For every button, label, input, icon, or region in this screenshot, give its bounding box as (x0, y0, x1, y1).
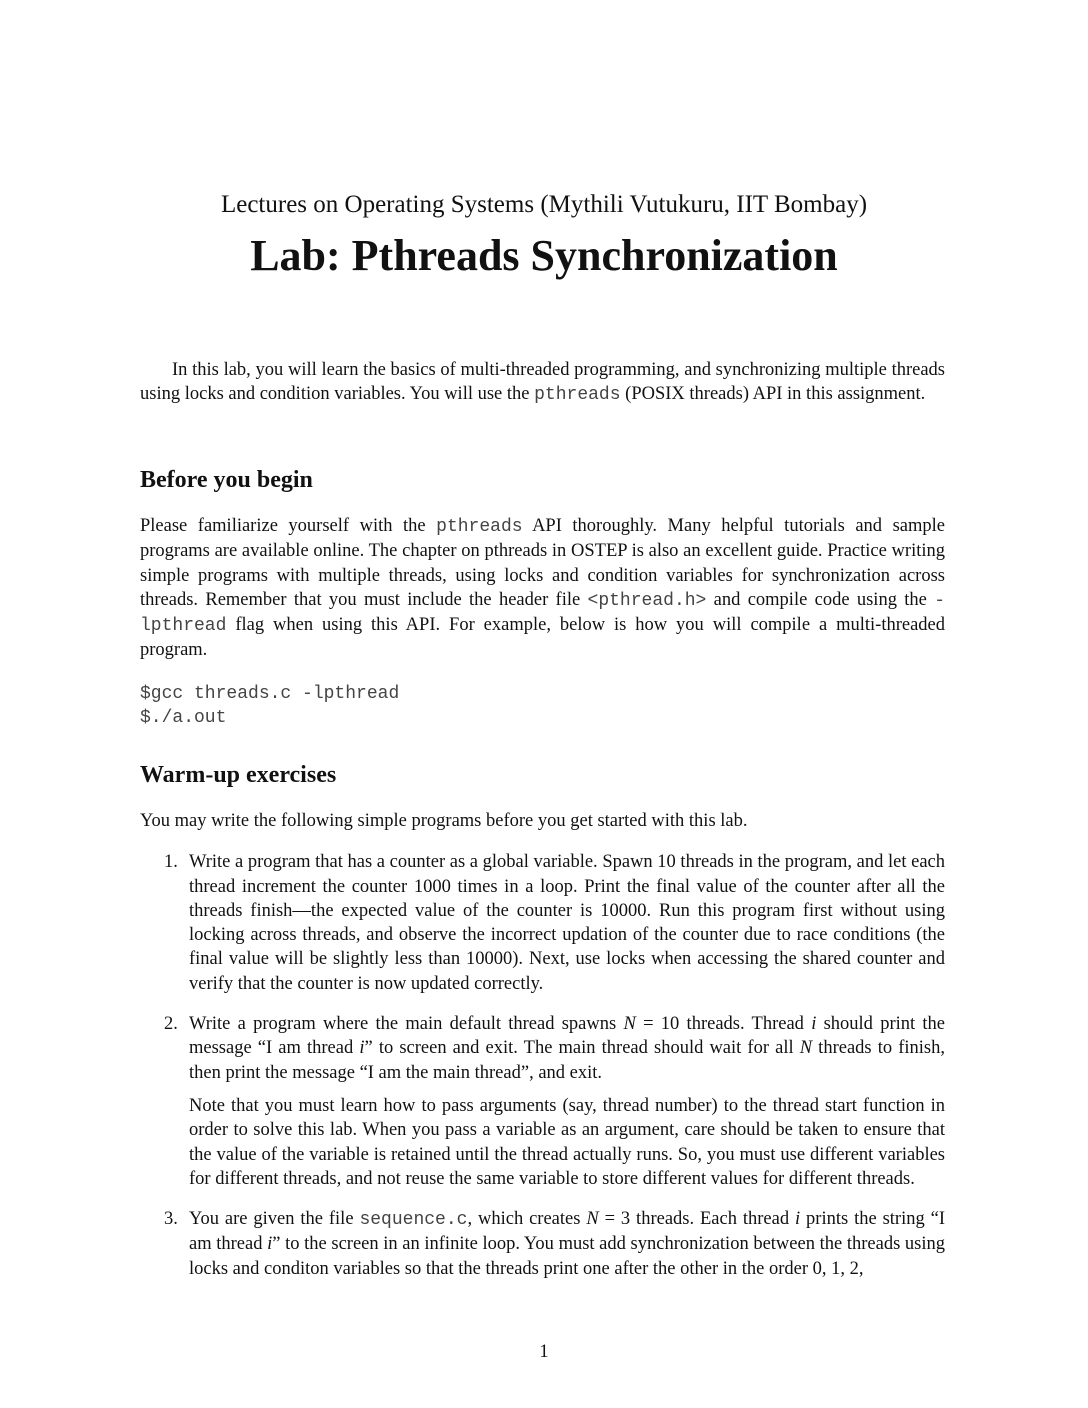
page-number: 1 (539, 1342, 549, 1362)
exercise-note: Note that you must learn how to pass arguments (say, thread number) to the thread start function in order to solve this lab. When you pass a variable as an argument, care should be taken to ensure that the value of the variable is retained until the thread actually runs. So, you must use different variables for different threads, and not reuse the same variable to store different values for different threads. (189, 1095, 945, 1189)
pthreads-code: pthreads (436, 517, 523, 537)
warmup-intro: You may write the following simple programs before you get started with this lab. (140, 811, 748, 831)
lpthread-flag-code: -lpthread (140, 590, 945, 637)
before-paragraph: Please familiarize yourself with the pthreads API thoroughly. Many helpful tutorials and sample programs are available online. The chapter on pthreads in OSTEP is also an excellent guide. Practice writing simple programs with multiple threads, using locks and condition variables for synchronization across threads. Remember that you must include the header file <pthread.h> and compile code using the -lpthread flag when using this API. For example, below is how you will compile a multi-threaded program. (140, 516, 945, 661)
intro-section (140, 358, 945, 408)
exercise-text: Write a program where the main default thread spawns N = 10 threads. Thread i should print the message “I am thread i” to screen and exit. The main thread should wait for all N threads to finish, then print the message “I am the main thread”, and exit. (189, 1014, 946, 1083)
document-subtitle: Lectures on Operating Systems (Mythili Vutukuru, IIT Bombay) (220, 191, 868, 218)
exercise-item-1: 1. Write a program that has a counter as a global variable. Spawn 10 threads in the program, and let each thread increment the counter 1000 times in a loop. Print the final value of the counter after all the threads finish—the expected value of the counter is 10000. Run this program first without using locking across threads, and observe the incorrect updation of the counter due to race conditions (the final value will be slightly less than 10000). Next, use locks when accessing the shared counter and verify that the counter is now updated correctly. (140, 850, 945, 996)
sequence-file-code: sequence.c (359, 1210, 468, 1231)
exercise-item-3: 3. You are given the file sequence.c, which creates N = 3 threads. Each thread i prints the string “I am thread i” to the screen in an infinite loop. You must add synchronization between the threads using locks and conditon variables so that the threads print one after the other in the order 0, 1, 2, (140, 1207, 945, 1281)
document-title: Lab: Pthreads Synchronization (250, 231, 838, 280)
compile-code-block (140, 682, 945, 730)
exercise-text: Write a program that has a counter as a global variable. Spawn 10 threads in the program, and let each thread increment the counter 1000 times in a loop. Print the final value of the counter after all the threads finish—the expected value of the counter is 10000. Run this program first without using locking across threads, and observe the incorrect updation of the counter due to race conditions (the final value will be slightly less than 10000). Next, use locks when accessing the shared counter and verify that the counter is now updated correctly. (189, 852, 945, 994)
warmup-section (140, 760, 945, 1281)
pthreads-code: pthreads (534, 385, 621, 406)
before-section (140, 465, 945, 730)
section-heading-warmup: Warm-up exercises (140, 762, 337, 788)
intro-paragraph: In this lab, you will learn the basics of multi-threaded programming, and synchronizing multiple threads using locks and condition variables. You will use the pthreads (POSIX threads) API in this assignment. (140, 360, 945, 406)
code-line: $gcc threads.c -lpthread (140, 683, 400, 704)
code-line: $./a.out (140, 707, 227, 728)
exercise-text: You are given the file sequence.c, which creates N = 3 threads. Each thread i prints the string “I am thread i” to the screen in an infinite loop. You must add synchronization between the threads using locks and conditon variables so that the threads print one after the other in the order 0, 1, 2, (189, 1209, 945, 1279)
section-heading-before: Before you begin (140, 467, 313, 493)
exercise-list (140, 850, 945, 1281)
exercise-item-2: 2. Write a program where the main default thread spawns N = 10 threads. Thread i should print the message “I am thread i” to screen and exit. The main thread should wait for all N threads to finish, then print the message “I am the main thread”, and exit. Note that you must learn how to pass arguments (say, thread number) to the thread start function in order to solve this lab. When you pass a variable as an argument, care should be taken to ensure that the value of the variable is retained until the thread actually runs. So, you must use different variables for different threads, and not reuse the same variable to store different values for different threads. (140, 1012, 945, 1191)
header-file-code: <pthread.h> (587, 590, 707, 611)
